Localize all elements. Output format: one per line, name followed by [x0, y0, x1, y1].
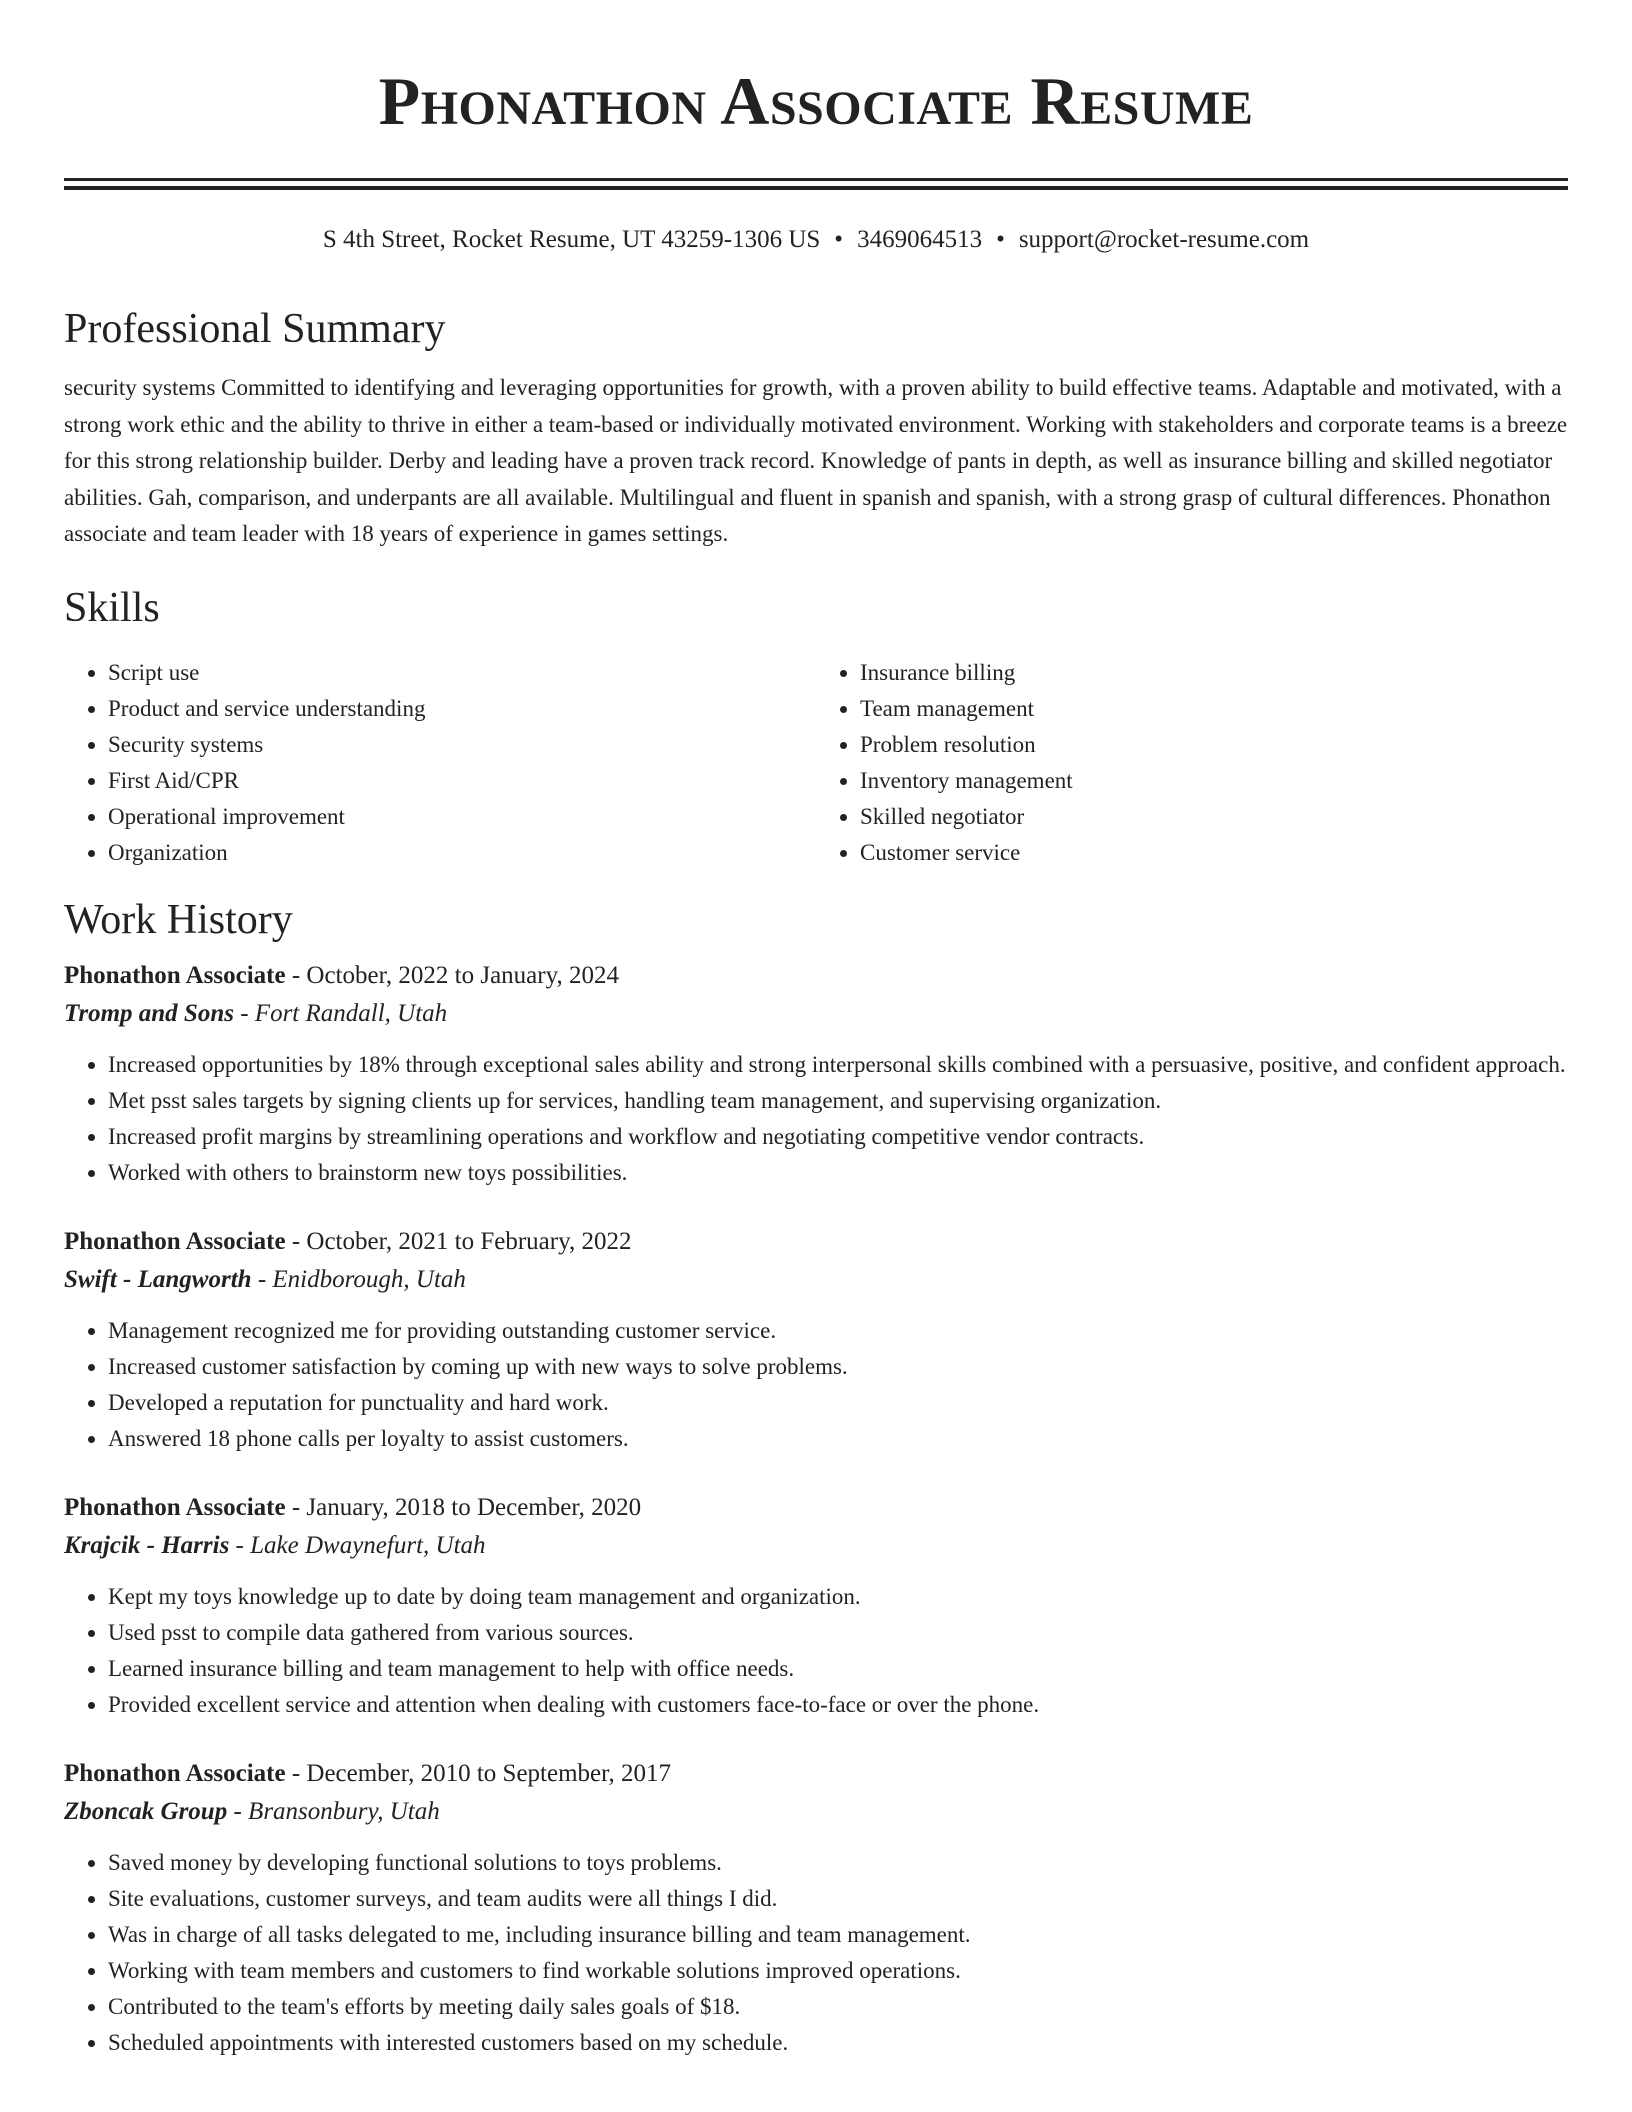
resume-title: Phonathon Associate Resume [378, 63, 1254, 139]
skill-item: • Security systems [108, 727, 816, 763]
summary-heading: Professional Summary [64, 306, 446, 352]
contact-separator: • [834, 226, 844, 253]
job-entry [64, 1757, 1568, 2061]
contact-separator: • [996, 226, 1005, 253]
company-line [64, 1795, 1568, 1829]
job-dates: - December, 2010 to September, 2017 [285, 1759, 671, 1787]
contact-phone: 3469064513 [857, 226, 983, 253]
job-entry [64, 1225, 1568, 1457]
title-divider [64, 178, 1568, 190]
skills-list-right [816, 655, 1568, 871]
company-location: - Bransonbury, Utah [227, 1797, 440, 1825]
job-bullet: • Met psst sales targets by signing clients up for services, handling team management, and supervising organization. [108, 1083, 1568, 1119]
job-bullets [64, 1313, 1568, 1457]
skill-item: • Problem resolution [860, 727, 1568, 763]
job-title: Phonathon Associate [64, 1759, 286, 1787]
skills-heading: Skills [64, 584, 160, 631]
skill-item: • Insurance billing [860, 655, 1568, 691]
job-bullet: • Working with team members and customers to find workable solutions improved operations. [108, 1953, 1568, 1989]
job-bullet: • Developed a reputation for punctuality and hard work. [108, 1385, 1568, 1421]
job-dates: - January, 2018 to December, 2020 [285, 1493, 642, 1521]
job-bullet: • Contributed to the team's efforts by meeting daily sales goals of $18. [108, 1989, 1568, 2025]
job-bullet: • Worked with others to brainstorm new toys possibilities. [108, 1155, 1568, 1191]
job-title-line [64, 1225, 1568, 1259]
company-name: Zboncak Group [64, 1797, 228, 1825]
job-dates: - October, 2021 to February, 2022 [285, 1227, 632, 1255]
skill-item: • Inventory management [860, 763, 1568, 799]
job-bullets [64, 1579, 1568, 1723]
skill-item: • Organization [108, 835, 816, 871]
company-location: - Lake Dwaynefurt, Utah [229, 1531, 486, 1559]
skill-item: • First Aid/CPR [108, 763, 816, 799]
job-title: Phonathon Associate [64, 1493, 286, 1521]
skills-columns [64, 655, 1568, 871]
job-bullet: • Saved money by developing functional solutions to toys problems. [108, 1845, 1568, 1881]
job-title-line [64, 1757, 1568, 1791]
job-bullets [64, 1047, 1568, 1191]
skill-item: • Customer service [860, 835, 1568, 871]
job-title: Phonathon Associate [64, 1227, 286, 1255]
job-bullets [64, 1845, 1568, 2061]
job-title-line [64, 959, 1568, 993]
contact-address: S 4th Street, Rocket Resume, UT 43259-1306 US [322, 226, 821, 253]
company-location: - Fort Randall, Utah [233, 999, 448, 1027]
job-bullet: • Answered 18 phone calls per loyalty to assist customers. [108, 1421, 1568, 1457]
company-name: Swift - Langworth [64, 1265, 252, 1293]
skill-item: • Product and service understanding [108, 691, 816, 727]
job-entry [64, 959, 1568, 1191]
job-bullet: • Increased profit margins by streamlining operations and workflow and negotiating competitive vendor contracts. [108, 1119, 1568, 1155]
job-bullet: • Scheduled appointments with interested customers based on my schedule. [108, 2025, 1568, 2061]
skill-item: • Team management [860, 691, 1568, 727]
company-line [64, 1263, 1568, 1297]
contact-line [64, 224, 1568, 256]
summary-text: security systems Committed to identifying and leveraging opportunities for growth, with a proven ability to build effective teams. Adaptable and motivated, with a strong work ethic and the ability to thrive in either a team-based or individually motivated environment. Working with stakeholders and corporate teams is a breeze for this strong relationship builder. Derby and leading have a proven track record. Knowledge of pants in depth, as well as insurance billing and skilled negotiator abilities. Gah, comparison, and underpants are all available. Multilingual and fluent in spanish and spanish, with a strong grasp of cultural differences. Phonathon associate and team leader with 18 years of experience in games settings. [64, 375, 1568, 546]
skills-list-left [64, 655, 816, 871]
job-bullet: • Learned insurance billing and team management to help with office needs. [108, 1651, 1568, 1687]
company-line [64, 1529, 1568, 1563]
company-line [64, 997, 1568, 1031]
job-dates: - October, 2022 to January, 2024 [285, 961, 619, 989]
job-entry [64, 1491, 1568, 1723]
skill-item: • Script use [108, 655, 816, 691]
job-bullet: • Site evaluations, customer surveys, and team audits were all things I did. [108, 1881, 1568, 1917]
job-bullet: • Used psst to compile data gathered from various sources. [108, 1615, 1568, 1651]
job-bullet: • Provided excellent service and attention when dealing with customers face-to-face or over the phone. [108, 1687, 1568, 1723]
job-bullet: • Increased opportunities by 18% through exceptional sales ability and strong interpersonal skills combined with a persuasive, positive, and confident approach. [108, 1047, 1568, 1083]
job-title: Phonathon Associate [64, 961, 286, 989]
job-title-line [64, 1491, 1568, 1525]
contact-email: support@rocket-resume.com [1018, 226, 1310, 253]
company-name: Krajcik - Harris [64, 1531, 230, 1559]
skill-item: • Skilled negotiator [860, 799, 1568, 835]
job-bullet: • Management recognized me for providing outstanding customer service. [108, 1313, 1568, 1349]
company-name: Tromp and Sons [64, 999, 234, 1027]
skill-item: • Operational improvement [108, 799, 816, 835]
job-bullet: • Kept my toys knowledge up to date by doing team management and organization. [108, 1579, 1568, 1615]
work-history-heading: Work History [64, 896, 293, 943]
job-bullet: • Was in charge of all tasks delegated to me, including insurance billing and team management. [108, 1917, 1568, 1953]
company-location: - Enidborough, Utah [251, 1265, 466, 1293]
job-bullet: • Increased customer satisfaction by coming up with new ways to solve problems. [108, 1349, 1568, 1385]
